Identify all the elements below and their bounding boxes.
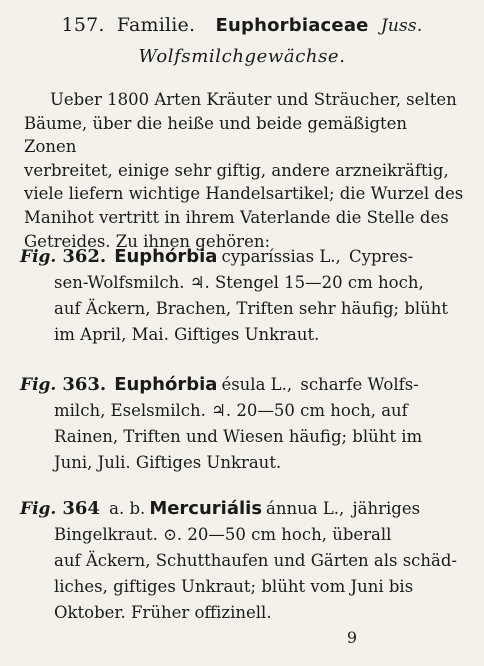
genus-name: Mercuriális bbox=[149, 498, 263, 519]
intro-line: verbreitet, einige sehr giftig, andere arzneikräftig, bbox=[24, 160, 449, 180]
species-name: ésula L., bbox=[221, 375, 293, 394]
fig-label: Fig. bbox=[20, 247, 57, 267]
fig-label: Fig. bbox=[20, 375, 57, 395]
intro-line: Bäume, über die heiße und beide gemäßigten Zonen bbox=[24, 113, 408, 157]
species-name: ánnua L., bbox=[266, 499, 345, 518]
entry-line: liches, giftiges Unkraut; blüht vom Juni bis bbox=[54, 577, 414, 596]
entry-line: Bingelkraut. ⊙. 20—50 cm hoch, überall bbox=[54, 525, 392, 544]
entry-line: im April, Mai. Giftiges Unkraut. bbox=[54, 325, 320, 344]
family-heading bbox=[0, 14, 484, 36]
entry-first-line bbox=[20, 244, 466, 270]
entry-fig-364 bbox=[20, 496, 466, 626]
fig-suffix: a. b. bbox=[109, 499, 146, 518]
entry-fig-363 bbox=[20, 372, 466, 476]
entry-line: Oktober. Früher offizinell. bbox=[54, 603, 272, 622]
intro-paragraph bbox=[24, 88, 464, 253]
entry-fig-362 bbox=[20, 244, 466, 348]
entry-text: jähriges bbox=[352, 499, 421, 518]
fig-label: Fig. bbox=[20, 499, 57, 519]
species-name: cyparíssias L., bbox=[221, 247, 341, 266]
entry-first-line bbox=[20, 496, 466, 522]
entry-line: Rainen, Triften und Wiesen häufig; blüht im bbox=[54, 427, 423, 446]
intro-line: Ueber 1800 Arten Kräuter und Sträucher, selten bbox=[50, 90, 457, 109]
intro-line: Manihot vertritt in ihrem Vaterlande die Stelle des bbox=[24, 207, 449, 227]
entry-line: Juni, Juli. Giftiges Unkraut. bbox=[54, 453, 282, 472]
page-number: 9 bbox=[346, 628, 358, 647]
entry-text: Cypres- bbox=[349, 247, 414, 266]
intro-line: viele liefern wichtige Handelsartikel; die Wurzel des bbox=[24, 184, 464, 204]
entry-line: auf Äckern, Schutthaufen und Gärten als schäd- bbox=[54, 551, 458, 570]
family-common-name: Wolfsmilchgewächse. bbox=[138, 46, 346, 67]
intro-line: Getreides. Zu ihnen gehören: bbox=[24, 231, 271, 251]
family-number: 157. bbox=[61, 14, 105, 36]
fig-number: 363. bbox=[62, 374, 107, 395]
genus-name: Euphórbia bbox=[114, 246, 218, 267]
entry-text: scharfe Wolfs- bbox=[300, 375, 419, 394]
fig-number: 362. bbox=[62, 246, 107, 267]
family-author: Juss. bbox=[380, 16, 423, 36]
fig-number: 364 bbox=[62, 498, 100, 519]
entry-first-line bbox=[20, 372, 466, 398]
entry-line: sen-Wolfsmilch. ♃. Stengel 15—20 cm hoch, bbox=[54, 273, 424, 292]
genus-name: Euphórbia bbox=[114, 374, 218, 395]
family-word: Familie. bbox=[116, 14, 196, 36]
family-latin-name: Euphorbiaceae bbox=[215, 15, 369, 36]
entry-line: auf Äckern, Brachen, Triften sehr häufig; blüht bbox=[54, 299, 449, 318]
entry-line: milch, Eselsmilch. ♃. 20—50 cm hoch, auf bbox=[54, 401, 408, 420]
